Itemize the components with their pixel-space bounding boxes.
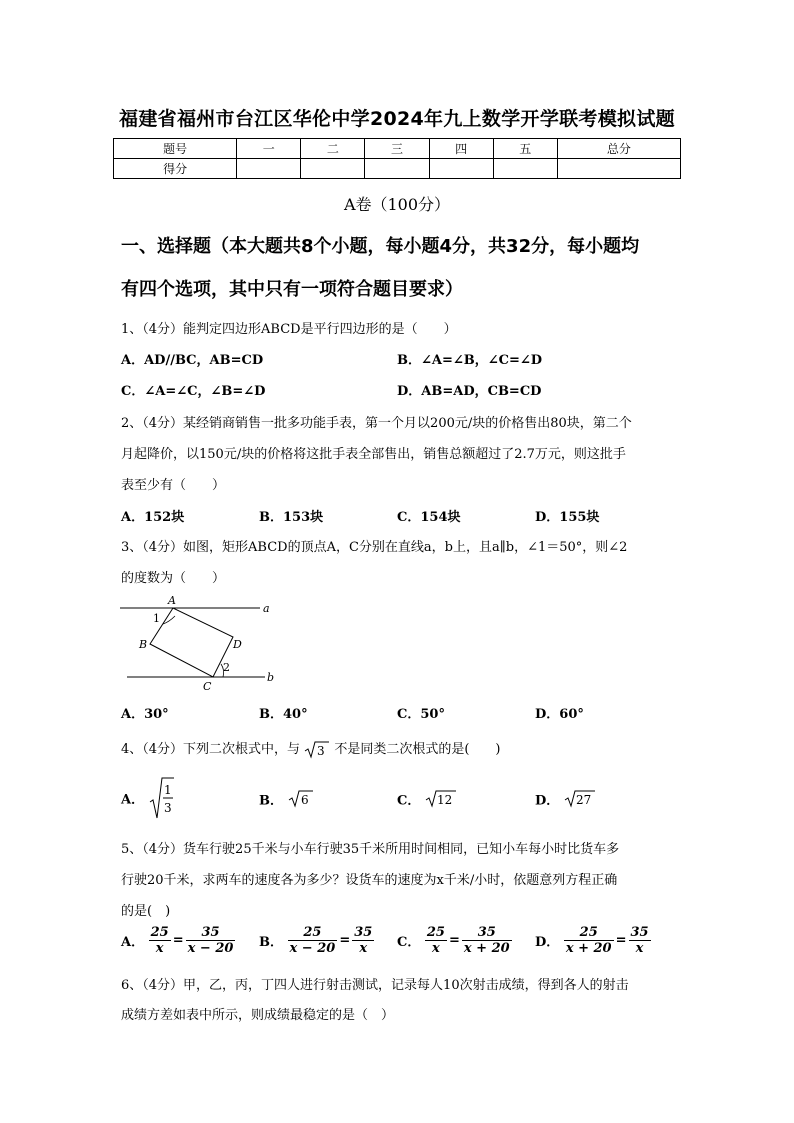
score-cell xyxy=(429,159,493,179)
header-cell: 总分 xyxy=(557,139,680,159)
equals-sign: = xyxy=(615,933,627,948)
option-letter: C． xyxy=(397,935,421,950)
part1-heading-cont: 有四个选项，其中只有一项符合题目要求） xyxy=(121,279,463,300)
q3-option-b: B．40° xyxy=(259,707,308,722)
frac-den: x xyxy=(635,941,644,956)
score-table xyxy=(113,138,681,179)
q2-option-c: C．154块 xyxy=(397,510,461,525)
frac-num: 1 xyxy=(163,783,172,797)
radicand: 6 xyxy=(300,793,309,807)
label-angle-2: 2 xyxy=(223,661,230,674)
score-cell xyxy=(493,159,557,179)
q1-option-a: A．AD//BC，AB=CD xyxy=(121,353,264,368)
frac-num: 25 xyxy=(564,925,614,941)
q4-stem xyxy=(121,738,500,760)
q1-option-c: C．∠A=∠C，∠B=∠D xyxy=(121,384,266,399)
radical-sign-icon xyxy=(425,789,457,809)
header-cell: 三 xyxy=(365,139,429,159)
q4-option-c xyxy=(397,789,457,809)
q5-stem-line1: 5、（4分）货车行驶25千米与小车行驶35千米所用时间相同，已知小车每小时比货车多 xyxy=(121,842,620,857)
equals-sign: = xyxy=(339,933,351,948)
frac-den: x + 20 xyxy=(463,941,510,956)
frac-den: x xyxy=(359,941,368,956)
frac-den: 3 xyxy=(163,801,172,815)
q2-stem-line1: 2、（4分）某经销商销售一批多功能手表，第一个月以200元/块的价格售出80块，第二个 xyxy=(121,416,632,431)
q5-option-a xyxy=(121,925,235,956)
q3-option-a: A．30° xyxy=(121,707,169,722)
frac-den: x + 20 xyxy=(565,941,612,956)
label-b: b xyxy=(267,671,275,684)
score-cell xyxy=(557,159,680,179)
q1-option-b: B．∠A=∠B，∠C=∠D xyxy=(397,353,543,368)
option-letter: A． xyxy=(121,792,145,808)
label-a: a xyxy=(263,602,270,615)
rhs-fraction xyxy=(462,925,512,956)
q3-option-c: C．50° xyxy=(397,707,445,722)
q4-sqrt xyxy=(304,740,330,760)
q5-stem-line2: 行驶20千米，求两车的速度各为多少？设货车的速度为x千米/小时，依题意列方程正确 xyxy=(121,873,618,888)
frac-den: x xyxy=(432,941,440,956)
part1-heading: 一、选择题（本大题共8个小题，每小题4分，共32分，每小题均 xyxy=(121,236,640,257)
q6-stem-line2: 成绩方差如表中所示，则成绩最稳定的是（ ） xyxy=(121,1008,395,1023)
q1-option-d: D．AB=AD，CB=CD xyxy=(397,384,542,399)
header-cell: 五 xyxy=(493,139,557,159)
label-B: B xyxy=(139,638,148,651)
q3-figure xyxy=(115,592,285,696)
radical-sign-icon xyxy=(564,789,596,809)
q5-stem-line3: 的是( ) xyxy=(121,904,171,919)
rectangle-abcd xyxy=(150,608,233,677)
q5-option-b xyxy=(259,925,374,956)
exam-title: 福建省福州市台江区华伦中学2024年九上数学开学联考模拟试题 xyxy=(119,108,675,130)
section-a-heading: A卷（100分） xyxy=(343,195,451,214)
q2-stem-line2: 月起降价，以150元/块的价格将这批手表全部售出，销售总额超过了2.7万元，则这批手 xyxy=(121,447,626,462)
lhs-fraction xyxy=(425,925,447,956)
equals-sign: = xyxy=(172,933,184,948)
frac-num: 25 xyxy=(288,925,338,941)
q2-option-a: A．152块 xyxy=(121,510,185,525)
equals-sign: = xyxy=(448,933,460,948)
header-cell: 题号 xyxy=(114,139,237,159)
option-letter: C． xyxy=(397,793,421,809)
rhs-fraction xyxy=(186,925,236,956)
row-label: 得分 xyxy=(114,159,237,179)
q3-option-d: D．60° xyxy=(535,707,584,722)
label-D: D xyxy=(233,638,242,651)
radicand: 27 xyxy=(575,793,592,807)
header-cell: 二 xyxy=(301,139,365,159)
radical-sign-icon xyxy=(304,740,330,760)
sqrt-fraction-icon xyxy=(149,776,175,820)
option-letter: A． xyxy=(121,935,145,950)
option-letter: B． xyxy=(259,935,283,950)
label-C: C xyxy=(203,680,212,693)
q4-option-b xyxy=(259,789,314,809)
score-table-score-row xyxy=(114,159,681,179)
q6-stem-line1: 6、（4分）甲，乙，丙，丁四人进行射击测试，记录每人10次射击成绩，得到各人的射击 xyxy=(121,978,629,993)
lhs-fraction xyxy=(149,925,171,956)
q1-stem: 1、（4分）能判定四边形ABCD是平行四边形的是（ ） xyxy=(121,322,457,337)
frac-den: x − 20 xyxy=(289,941,336,956)
lhs-fraction xyxy=(564,925,614,956)
q2-stem-line3: 表至少有（ ） xyxy=(121,478,226,493)
header-cell: 四 xyxy=(429,139,493,159)
header-cell: 一 xyxy=(237,139,301,159)
lhs-fraction xyxy=(288,925,338,956)
frac-num: 35 xyxy=(630,925,649,940)
frac-num: 35 xyxy=(354,925,373,940)
score-cell xyxy=(237,159,301,179)
q4-option-d xyxy=(535,789,596,809)
q5-option-c xyxy=(397,925,512,956)
label-angle-1: 1 xyxy=(153,612,160,625)
q2-option-b: B．153块 xyxy=(259,510,324,525)
radicand: 12 xyxy=(436,793,453,807)
frac-den: x − 20 xyxy=(187,941,234,956)
frac-den: x xyxy=(155,941,164,956)
frac-num: 25 xyxy=(426,925,445,940)
option-letter: D． xyxy=(535,935,560,950)
q4-stem-pre: 4、（4分）下列二次根式中，与 xyxy=(121,742,301,757)
q3-stem-line2: 的度数为（ ） xyxy=(121,571,226,586)
rhs-fraction xyxy=(629,925,651,956)
q3-stem-line1: 3、（4分）如图，矩形ABCD的顶点A，C分别在直线a，b上，且a∥b，∠1＝50°，则∠2 xyxy=(121,540,628,555)
score-table-header-row xyxy=(114,139,681,159)
frac-num: 35 xyxy=(462,925,512,941)
radicand: 3 xyxy=(317,743,325,758)
frac-num: 25 xyxy=(150,925,169,940)
q2-option-d: D．155块 xyxy=(535,510,600,525)
option-letter: D． xyxy=(535,793,560,809)
q4-stem-post: 不是同类二次根式的是( ) xyxy=(334,742,501,757)
rhs-fraction xyxy=(352,925,374,956)
score-cell xyxy=(301,159,365,179)
label-A: A xyxy=(168,594,176,607)
q5-option-d xyxy=(535,925,651,956)
frac-num: 35 xyxy=(186,925,236,941)
option-letter: B． xyxy=(259,793,283,809)
radical-sign-icon xyxy=(288,789,314,809)
score-cell xyxy=(365,159,429,179)
q4-option-a xyxy=(121,776,175,820)
